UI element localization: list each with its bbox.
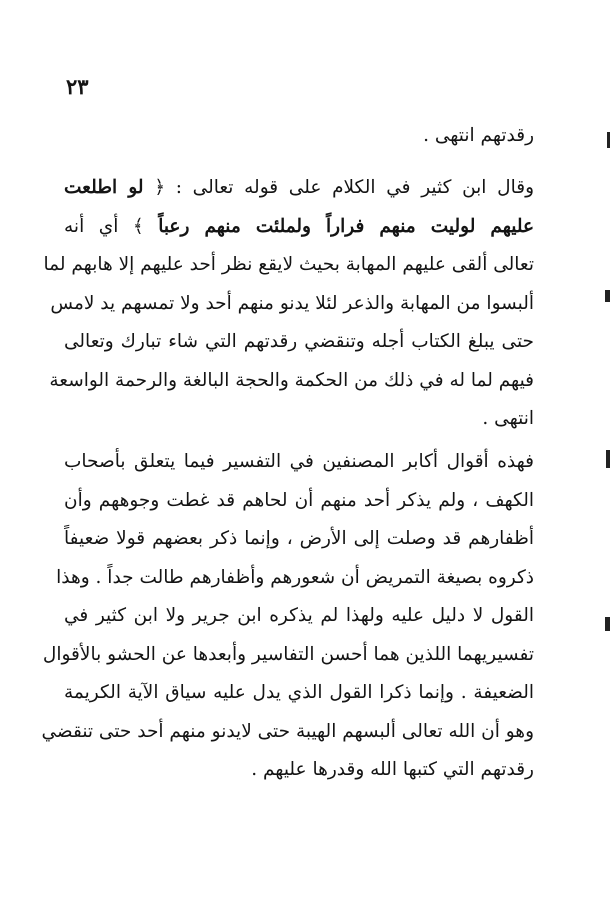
text-segment: فيهم لما له في ذلك من الحكمة والحجة البالغة والرحمة الواسعة <box>49 369 534 391</box>
paragraph-2 <box>43 169 534 439</box>
text-segment: فهذه أقوال أكابر المصنفين في التفسير فيما يتعلق بأصحاب <box>64 451 534 472</box>
text-segment: وهو أن الله تعالى ألبسهم الهيبة حتى لايدنو منهم أحد حتى تنقضي <box>41 720 534 742</box>
text-line <box>64 443 534 482</box>
paragraph-3 <box>41 443 534 790</box>
text-segment: حتى يبلغ الكتاب أجله وتنقضي رقدتهم التي شاء تبارك وتعالى <box>64 331 534 352</box>
facing-page-edge-mark <box>605 617 610 631</box>
text-segment: تفسيريهما اللذين هما أحسن التفاسير وأبعدها عن الحشو بالأقوال <box>42 643 534 665</box>
text-line <box>64 597 534 636</box>
text-line <box>64 482 534 521</box>
text-segment: تعالى ألقى عليهم المهابة بحيث لايقع نظر أحد عليهم إلا هابهم لما <box>43 254 534 275</box>
text-line <box>42 636 534 675</box>
paragraph-body <box>41 443 534 790</box>
text-line <box>41 713 534 752</box>
text-line <box>64 323 534 362</box>
text-line <box>64 169 534 208</box>
text-line <box>64 208 534 247</box>
text-segment: ألبسوا من المهابة والذعر لئلا يدنو منهم أحد ولا تمسهم يد لامس <box>50 292 534 314</box>
text-line <box>64 400 534 439</box>
text-line <box>56 559 534 598</box>
facing-page-edge-mark <box>606 450 610 468</box>
text-segment: رقدتهم التي كتبها الله وقدرها عليهم . <box>251 759 534 780</box>
paragraph-body <box>64 117 534 156</box>
text-line <box>43 246 534 285</box>
text-segment: ﴾ أي أنه <box>64 215 159 237</box>
text-line <box>49 362 534 401</box>
text-segment: الكهف ، ولم يذكر أحد منهم أن لحاهم قد غطت وجوههم وأن <box>64 489 534 511</box>
facing-page-edge-mark <box>605 290 610 302</box>
text-segment: وقال ابن كثير في الكلام على قوله تعالى : ﴿ <box>143 177 534 198</box>
text-segment: ذكروه بصيغة التمريض أن شعورهم وأظفارهم طالت جداً . وهذا <box>56 566 534 588</box>
quran-quote: لو اطلعت <box>64 177 144 198</box>
text-segment: انتهى . <box>482 408 534 429</box>
text-line <box>64 117 534 156</box>
text-line <box>64 674 534 713</box>
text-line <box>64 751 534 790</box>
paragraph-1 <box>64 117 534 156</box>
text-segment: أظفارهم قد وصلت إلى الأرض ، وإنما ذكر بعضهم قولا ضعيفاً <box>64 528 534 549</box>
text-line <box>64 520 534 559</box>
text-line <box>50 285 534 324</box>
text-segment: رقدتهم انتهى . <box>423 125 534 146</box>
text-segment: الضعيفة . وإنما ذكرا القول الذي يدل عليه سياق الآية الكريمة <box>64 682 534 703</box>
text-segment: القول لا دليل عليه ولهذا لم يذكره ابن جرير ولا ابن كثير في <box>64 605 534 626</box>
page-number: ٢٣ <box>66 74 89 99</box>
quran-quote: عليهم لوليت منهم فراراً ولملئت منهم رعباً <box>158 215 534 237</box>
paragraph-body <box>43 169 534 439</box>
